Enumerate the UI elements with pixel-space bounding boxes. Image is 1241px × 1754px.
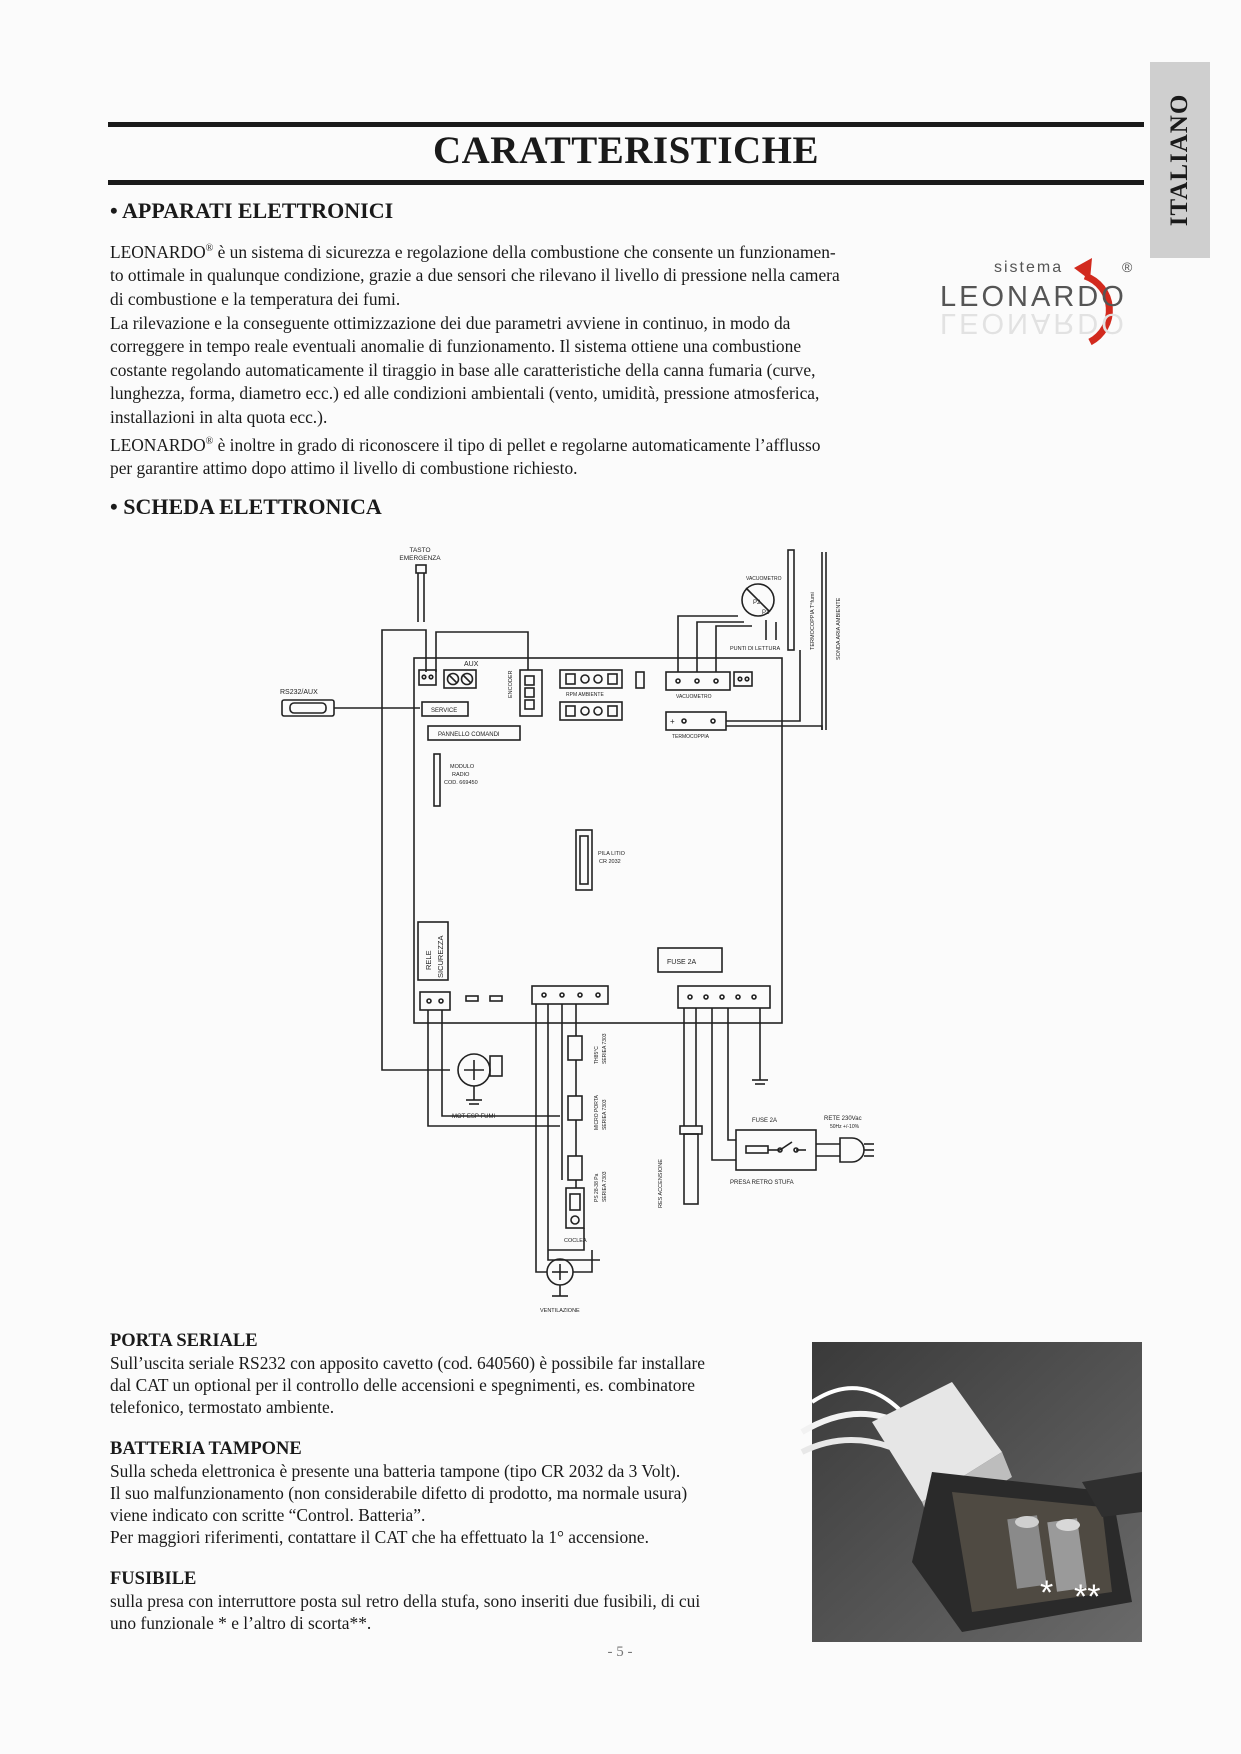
batteria-line: Per maggiori riferimenti, contattare il CAT che ha effettuato la 1° accensione. xyxy=(110,1527,649,1547)
batteria-line: Il suo malfunzionamento (non considerabile difetto di prodotto, ma normale usura) xyxy=(110,1483,688,1503)
label-cod: COD. 669450 xyxy=(444,780,478,786)
label-service: SERVICE xyxy=(431,708,458,714)
page-title: CARATTERISTICHE xyxy=(432,129,820,172)
battery-holder xyxy=(576,830,592,890)
thermostat-85 xyxy=(568,1036,582,1060)
fuse-2a xyxy=(746,1146,768,1153)
label-encoder: ENCODER xyxy=(508,670,514,698)
label-radio: RADIO xyxy=(452,772,470,778)
label-presa: PRESA RETRO STUFA xyxy=(730,1180,794,1186)
apparati-line: La rilevazione e la conseguente ottimizzazione dei due parametri avviene in continuo, in modo da xyxy=(110,312,791,333)
label-coclea: COCLEA xyxy=(564,1238,587,1244)
label-sonda: SONDA ARIA AMBIENTE xyxy=(836,597,842,660)
language-tab-label: ITALIANO xyxy=(1166,93,1193,227)
language-tab xyxy=(1150,62,1210,258)
label-fuse-board: FUSE 2A xyxy=(667,959,697,966)
aux-connector xyxy=(444,670,476,688)
apparati-line: di combustione e la temperatura dei fumi. xyxy=(110,288,401,309)
title-rule-top xyxy=(108,122,1144,127)
label-hz: 50Hz +/-10% xyxy=(830,1124,860,1130)
wiring-schematic xyxy=(280,540,960,1320)
apparati-line: lunghezza, forma, diametro ecc.) ed alle condizioni ambientali (vento, umidità, pressione atmosferica, xyxy=(110,383,820,404)
porta-seriale-line: Sull’uscita seriale RS232 con apposito cavetto (cod. 640560) è possibile far installare xyxy=(110,1353,706,1373)
igniter xyxy=(680,1126,702,1134)
fusibile-line: sulla presa con interruttore posta sul retro della stufa, sono inseriti due fusibili, di cui xyxy=(110,1591,701,1611)
label-p2: P2 xyxy=(753,600,761,606)
porta-seriale-title: PORTA SERIALE xyxy=(110,1331,258,1351)
apparati-line: è un sistema di sicurezza e regolazione della combustione che consente un funzionamen- xyxy=(217,241,836,262)
thermocouple-probe xyxy=(788,550,794,650)
wire-motor xyxy=(428,1010,560,1126)
brand-name: LEONARDO xyxy=(110,241,206,262)
wire-vacuometer xyxy=(678,616,738,672)
emergency-button xyxy=(416,565,426,573)
label-ps-serie: SERIEA 7303 xyxy=(602,1171,608,1202)
label-pila: PILA LITIO xyxy=(598,851,625,857)
label-rele: RELE xyxy=(424,950,433,970)
leonardo-logo xyxy=(940,254,1140,354)
fusibile-title: FUSIBILE xyxy=(110,1569,197,1589)
label-aux: AUX xyxy=(464,661,479,668)
label-res: RES ACCENSIONE xyxy=(658,1159,664,1208)
photo-mark-single: * xyxy=(1040,1574,1054,1612)
fusibile-line: uno funzionale * e l’altro di scorta**. xyxy=(110,1613,372,1633)
label-vacuometro-board: VACUOMETRO xyxy=(676,694,712,700)
photo-mark-double: ** xyxy=(1074,1578,1101,1616)
label-fuse2: FUSE 2A xyxy=(752,1118,778,1124)
batteria-line: viene indicato con scritte “Control. Batteria”. xyxy=(110,1505,426,1525)
label-emergenza: EMERGENZA xyxy=(399,555,441,562)
apparati-line: installazioni in alta quota ecc.). xyxy=(110,406,328,427)
page-number: - 5 - xyxy=(607,1644,633,1660)
pressure-switch xyxy=(568,1156,582,1180)
label-cr: CR 2032 xyxy=(599,859,621,865)
label-pannello: PANNELLO COMANDI xyxy=(438,732,500,738)
brand-reg: ® xyxy=(205,435,214,447)
label-termocoppia-fumi: TERMOCOPPIA T°fumi xyxy=(810,592,816,650)
apparati-line: to ottimale in qualunque condizione, grazie a due sensori che rilevano il livello di pressione nella camera xyxy=(110,265,840,286)
heading-apparati: • APPARATI ELETTRONICI xyxy=(110,198,394,223)
label-mot: MOT ESP FUMI xyxy=(452,1114,496,1120)
logo-arrowhead xyxy=(1074,258,1092,280)
label-microporta-serie: SERIEA 7303 xyxy=(602,1099,608,1130)
brand-reg: ® xyxy=(205,243,214,254)
wire-left xyxy=(382,630,450,1070)
rpm-connector-top xyxy=(560,670,622,688)
apparati-line: per garantire attimo dopo attimo il livello di combustione richiesto. xyxy=(110,457,578,478)
fuse-socket-photo xyxy=(812,1342,1142,1642)
apparati-line: è inoltre in grado di riconoscere il tipo di pellet e regolarne automaticamente l’afflusso xyxy=(217,434,821,455)
fan-connector xyxy=(420,992,450,1010)
label-microporta: MICRO PORTA xyxy=(594,1095,600,1130)
apparati-line: correggere in tempo reale eventuali anomalie di funzionamento. Il sistema ottiene una combustione xyxy=(110,336,802,357)
label-ventilazione: VENTILAZIONE xyxy=(540,1308,580,1314)
section-batteria xyxy=(110,1438,810,1548)
mains-plug xyxy=(840,1138,864,1162)
label-modulo: MODULO xyxy=(450,764,475,770)
label-rete: RETE 230Vac xyxy=(824,1116,862,1122)
logo-reflection: LEONARDO xyxy=(940,307,1127,339)
label-rs232: RS232/AUX xyxy=(280,689,318,696)
brand-name: LEONARDO xyxy=(110,434,206,455)
logo-small-word: sistema xyxy=(994,259,1064,276)
heading-scheda: • SCHEDA ELETTRONICA xyxy=(110,494,382,519)
label-termocoppia-board: TERMOCOPPIA xyxy=(672,734,709,740)
batteria-line: Sulla scheda elettronica è presente una batteria tampone (tipo CR 2032 da 3 Volt). xyxy=(110,1461,681,1481)
section-fusibile xyxy=(110,1568,810,1634)
small-component xyxy=(636,672,644,688)
label-th85-serie: SERIEA 7303 xyxy=(602,1033,608,1064)
batteria-title: BATTERIA TAMPONE xyxy=(110,1439,302,1459)
label-vacuometro: VACUOMETRO xyxy=(746,576,782,582)
door-microswitch xyxy=(568,1096,582,1120)
label-rpm: RPM AMBIENTE xyxy=(566,692,604,698)
radio-module-slot xyxy=(434,754,440,806)
section-porta-seriale xyxy=(110,1330,810,1418)
thermocouple-connector xyxy=(666,712,726,730)
porta-seriale-line: telefonico, termostato ambiente. xyxy=(110,1397,335,1417)
apparati-paragraph xyxy=(110,237,923,481)
logo-big-word: LEONARDO xyxy=(940,281,1127,313)
plus-sign: + xyxy=(670,717,675,726)
apparati-line: costante regolando automaticamente il tiraggio in base alle caratteristiche della canna fumaria (curve, xyxy=(110,359,816,380)
led-1 xyxy=(466,996,478,1001)
logo-reg: ® xyxy=(1122,259,1133,275)
label-tasto: TASTO xyxy=(409,547,431,554)
wire-mains xyxy=(712,1008,736,1160)
label-punti: PUNTI DI LETTURA xyxy=(730,646,781,652)
label-sicurezza: SICUREZZA xyxy=(436,935,445,978)
porta-seriale-line: dal CAT un optional per il controllo delle accensioni e spegnimenti, es. combinatore xyxy=(110,1375,696,1395)
label-th85: TH85°C xyxy=(594,1046,600,1064)
led-2 xyxy=(490,996,502,1001)
rpm-connector-bottom xyxy=(560,702,622,720)
label-ps: PS 28-38 Pa xyxy=(594,1173,600,1202)
title-rule-bottom xyxy=(108,180,1144,185)
label-p1: P1 xyxy=(762,610,770,616)
